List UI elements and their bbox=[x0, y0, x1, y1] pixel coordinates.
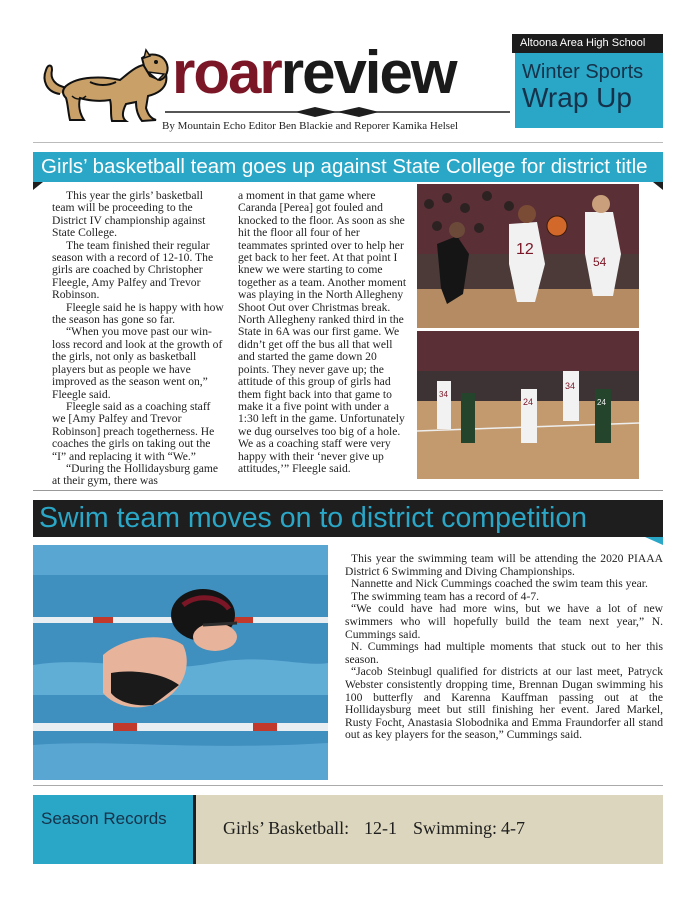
paragraph: “We could have had more wins, but we have a lot of new swimmers who will hopefully build the team next year,” N. Cummings said. bbox=[345, 602, 663, 641]
paragraph: The team finished their regular season with a record of 12-10. The girls are coached by Christopher Fleegle, Amy Palfey and Trevor Robinson. bbox=[52, 238, 214, 302]
jersey-34-b: 34 bbox=[439, 390, 448, 399]
swim-headline-banner bbox=[33, 500, 663, 537]
swimming-record-value: 4-7 bbox=[501, 818, 525, 838]
basketball-photo-action bbox=[417, 184, 639, 328]
title-review: review bbox=[280, 39, 456, 106]
section-divider bbox=[33, 785, 663, 786]
paragraph: Fleegle said he is happy with how the season has gone so far. bbox=[52, 300, 224, 327]
paragraph: This year the girls’ basketball team will be proceeding to the District IV championship against State College. bbox=[52, 189, 206, 240]
basketball-column-1 bbox=[52, 190, 226, 488]
panther-mascot-logo bbox=[38, 42, 170, 124]
header-divider bbox=[33, 142, 663, 143]
banner-corner-right bbox=[653, 182, 663, 190]
season-records-bar bbox=[196, 795, 663, 864]
wrap-line-1: Winter Sports bbox=[522, 61, 644, 83]
basketball-headline: Girls’ basketball team goes up against State College for district title bbox=[41, 155, 648, 178]
basketball-photo-freethrow bbox=[417, 331, 639, 479]
paragraph: Nannette and Nick Cummings coached the swim team this year. bbox=[351, 577, 648, 591]
wrap-line-2: Wrap Up bbox=[522, 82, 632, 113]
paragraph: The swimming team has a record of 4-7. bbox=[351, 589, 540, 603]
basketball-record-value: 12-1 bbox=[364, 818, 397, 838]
swimming-record-label: Swimming: bbox=[413, 818, 498, 838]
swimmer-photo bbox=[33, 545, 328, 780]
jersey-54: 54 bbox=[593, 255, 607, 269]
paragraph: a moment in that game where Caranda [Perea] got fouled and knocked to the floor. As soon as she hit the floor all four of her teammates sprinted over to help her get back to her feet. At that point I knew we were starting to come together as a team. Another moment was playing in the North Allegheny Shoot Out over Christmas break. North Allegheny ranked third in the State in 6A was our first game. We didn’t get off the bus all that well and started the game down 20 points. They never gave up; the attitude of this group of girls had them fight back into that game to make it a five point with under a 1:30 left in the game. Unfortunately we dug ourselves too big of a hole. We as a coaching staff were very happy with their ‘never give up attitudes,’” Fleegle said. bbox=[238, 189, 407, 475]
jersey-34: 34 bbox=[565, 381, 576, 391]
season-records-label: Season Records bbox=[41, 809, 167, 828]
paragraph: “During the Hollidaysburg game at their gym, there was bbox=[52, 461, 219, 488]
winter-sports-box bbox=[515, 53, 663, 128]
publication-title bbox=[172, 38, 456, 108]
paragraph: N. Cummings had multiple moments that stuck out to her this season. bbox=[345, 640, 663, 666]
paragraph: This year the swimming team will be attending the 2020 PIAAA District 6 Swimming and Diving Championships. bbox=[345, 552, 663, 578]
title-roar: roar bbox=[172, 39, 281, 106]
basketball-record-label: Girls’ Basketball: bbox=[223, 818, 350, 838]
swim-headline: Swim team moves on to district competition bbox=[39, 502, 588, 534]
title-ornament-rule bbox=[165, 106, 510, 118]
swim-article-text bbox=[345, 553, 663, 742]
banner-corner-left bbox=[33, 182, 43, 190]
jersey-12: 12 bbox=[516, 241, 534, 258]
season-records-label-box bbox=[33, 795, 193, 864]
banner-corner-right bbox=[645, 537, 663, 545]
paragraph: “Jacob Steinbugl qualified for districts at our last meet, Patryck Webster consistently dropping time, Brennan Dugan swimming his 100 butterfly and Karenna Kauffman passing out at the Hollidaysburg meet but still finishing her event. Jared Markel, Rusty Focht, Anastasia Slobodnika and Emma Fraundorfer all stand out as key players for the season,” Cummings said. bbox=[345, 665, 663, 742]
paragraph: Fleegle said as a coaching staff we [Amy Palfey and Trevor Robinson] preach togetherness. He coaches the girls on taking out the “I” and replacing it with “We.” bbox=[52, 399, 215, 463]
section-divider bbox=[33, 490, 663, 491]
school-name-tab: Altoona Area High School bbox=[512, 34, 663, 53]
paragraph: “When you move past our win-loss record and look at the growth of the girls, not only as basketball players but as people we have improved as the season went on,” Fleegle said. bbox=[52, 325, 223, 401]
jersey-24-b: 24 bbox=[597, 398, 606, 407]
jersey-24: 24 bbox=[523, 397, 534, 407]
basketball-headline-banner bbox=[33, 152, 663, 182]
basketball-column-2 bbox=[238, 190, 410, 475]
byline: By Mountain Echo Editor Ben Blackie and Reporer Kamika Helsel bbox=[162, 120, 459, 132]
